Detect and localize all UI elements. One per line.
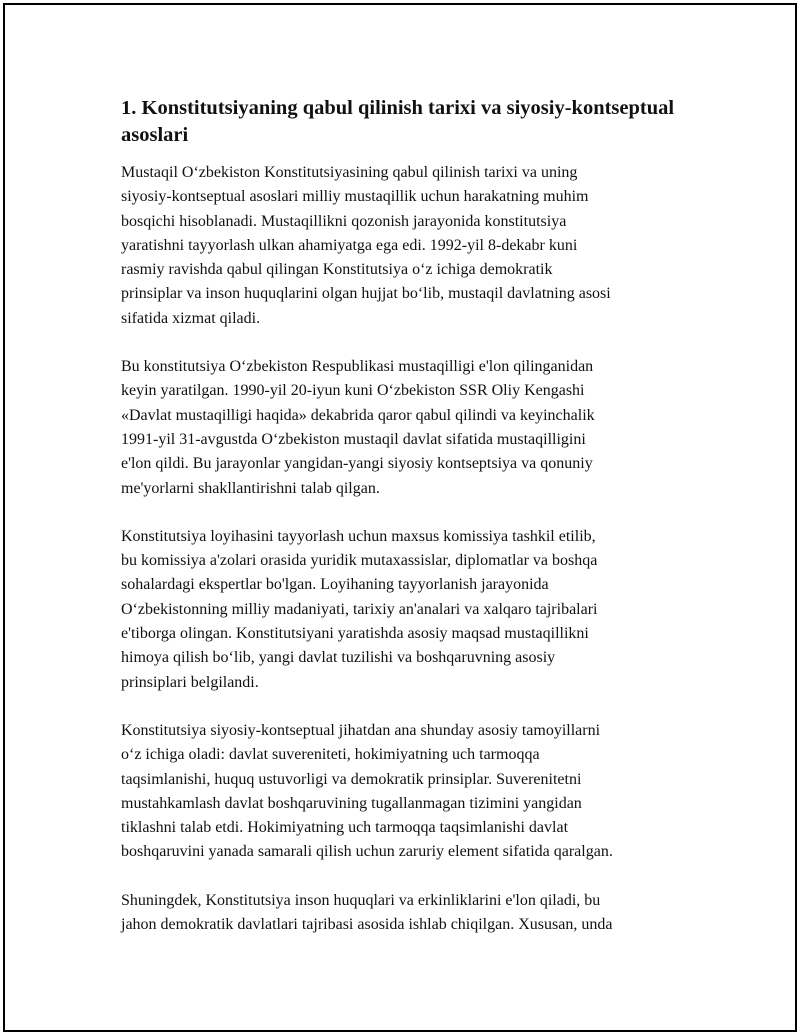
text-line: tiklashni talab etdi. Hokimiyatning uch tarmoqqa taqsimlanishi davlat: [121, 819, 569, 837]
text-line: 1991-yil 31-avgustda O‘zbekiston mustaqil davlat sifatida mustaqilligini: [121, 430, 586, 448]
text-line: Konstitutsiya loyihasini tayyorlash uchun maxsus komissiya tashkil etilib,: [121, 527, 596, 545]
text-line: bu komissiya a'zolari orasida yuridik mutaxassislar, diplomatlar va boshqa: [121, 552, 598, 570]
text-line: taqsimlanishi, huquq ustuvorligi va demokratik prinsiplar. Suverenitetni: [121, 770, 582, 788]
paragraph: [121, 719, 693, 865]
paragraph: [121, 525, 693, 695]
heading-line: asoslari: [121, 124, 189, 146]
heading-line: 1. Konstitutsiyaning qabul qilinish tarixi va siyosiy-kontseptual: [121, 97, 675, 119]
text-line: siyosiy-kontseptual asoslari milliy mustaqillik uchun harakatning muhim: [121, 188, 589, 206]
text-line: jahon demokratik davlatlari tajribasi asosida ishlab chiqilgan. Xususan, unda: [121, 916, 613, 934]
text-line: prinsiplar va inson huquqlarini olgan hujjat bo‘lib, mustaqil davlatning asosi: [121, 285, 611, 303]
paragraph: [121, 161, 693, 331]
text-line: Konstitutsiya siyosiy-kontseptual jihatdan ana shunday asosiy tamoyillarni: [121, 721, 601, 739]
text-line: mustahkamlash davlat boshqaruvining tugallanmagan tizimini yangidan: [121, 794, 582, 812]
paragraph: [121, 355, 693, 501]
text-line: Mustaqil O‘zbekiston Konstitutsiyasining qabul qilinish tarixi va uning: [121, 164, 578, 181]
text-line: sifatida xizmat qiladi.: [121, 309, 261, 327]
text-line: «Davlat mustaqilligi haqida» dekabrida qaror qabul qilindi va keyinchalik: [121, 406, 595, 424]
text-line: rasmiy ravishda qabul qilingan Konstitutsiya o‘z ichiga demokratik: [121, 261, 553, 279]
text-line: yaratishni tayyorlash ulkan ahamiyatga ega edi. 1992-yil 8-dekabr kuni: [121, 236, 578, 254]
text-line: me'yorlarni shakllantirishni talab qilgan.: [121, 479, 380, 497]
text-line: e'lon qildi. Bu jarayonlar yangidan-yangi siyosiy kontseptsiya va qonuniy: [121, 455, 593, 473]
text-line: sohalardagi ekspertlar bo'lgan. Loyihaning tayyorlanish jarayonida: [121, 576, 549, 594]
text-line: boshqaruvini yanada samarali qilish uchun zaruriy element sifatida qaralgan.: [121, 843, 613, 861]
section-heading: [121, 95, 693, 149]
text-line: Bu konstitutsiya O‘zbekiston Respublikasi mustaqilligi e'lon qilinganidan: [121, 358, 594, 376]
text-line: Shuningdek, Konstitutsiya inson huquqlari va erkinliklarini e'lon qiladi, bu: [121, 891, 601, 909]
document-body: [121, 95, 693, 961]
paragraph: [121, 889, 693, 938]
text-line: prinsiplari belgilandi.: [121, 673, 259, 691]
text-line: bosqichi hisoblanadi. Mustaqillikni qozonish jarayonida konstitutsiya: [121, 212, 567, 230]
text-line: o‘z ichiga oladi: davlat suvereniteti, hokimiyatning uch tarmoqqa: [121, 746, 540, 764]
text-line: himoya qilish bo‘lib, yangi davlat tuzilishi va boshqaruvning asosiy: [121, 649, 556, 667]
text-line: keyin yaratilgan. 1990-yil 20-iyun kuni O‘zbekiston SSR Oliy Kengashi: [121, 382, 585, 400]
text-line: O‘zbekistonning milliy madaniyati, tarixiy an'analari va xalqaro tajribalari: [121, 600, 598, 618]
page-frame: [3, 3, 797, 1032]
text-line: e'tiborga olingan. Konstitutsiyani yaratishda asosiy maqsad mustaqillikni: [121, 625, 589, 643]
